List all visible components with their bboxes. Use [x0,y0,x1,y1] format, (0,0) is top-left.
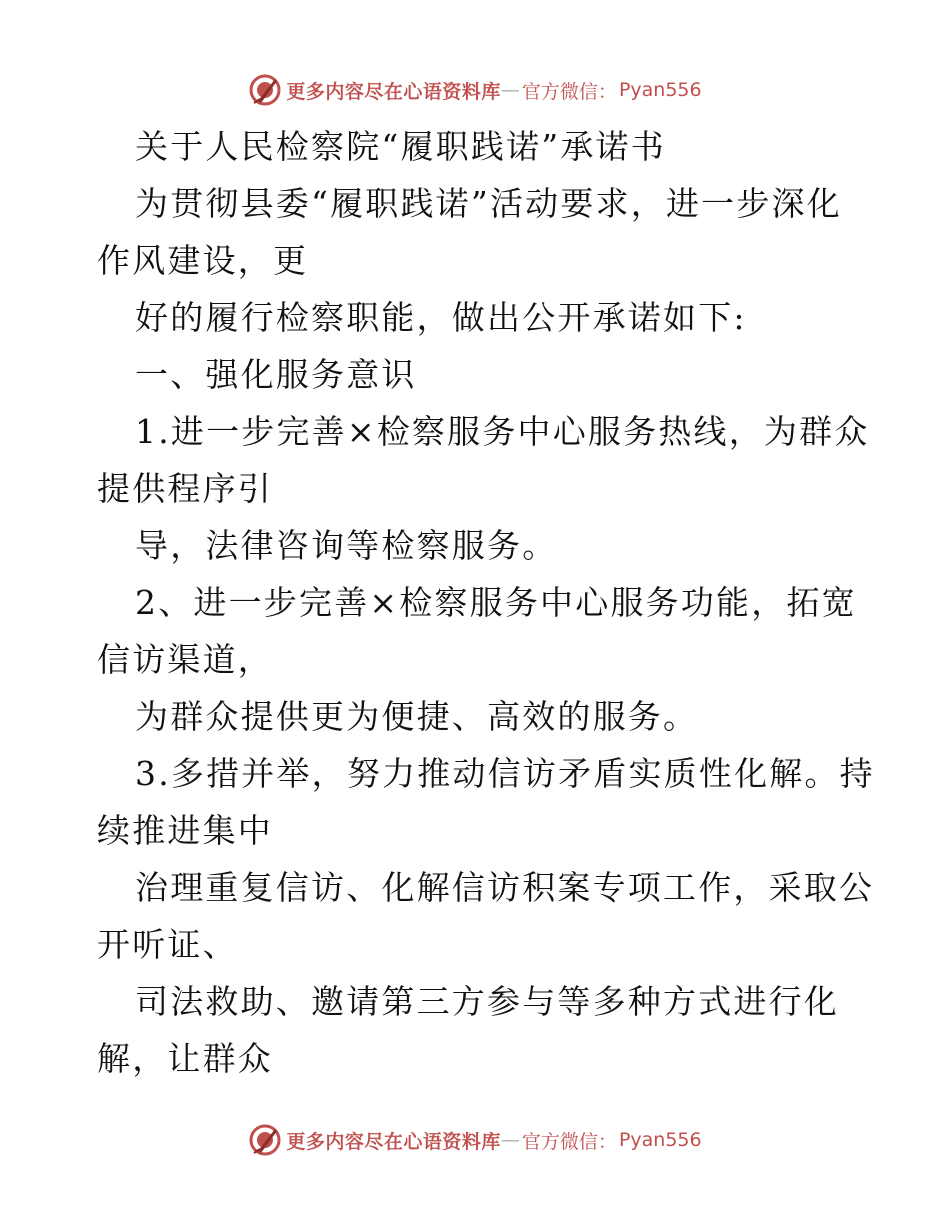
document-line: 治理重复信访、化解信访积案专项工作，采取公 [135,868,875,907]
footer-watermark [0,1120,950,1160]
document-line: 导，法律咨询等检察服务。 [135,526,558,565]
document-body [97,118,875,1087]
document-line: 关于人民检察院“履职践诺”承诺书 [135,127,666,166]
document-line: 2、进一步完善×检察服务中心服务功能，拓宽 [135,583,857,622]
watermark-label: 官方微信： [521,80,617,103]
document-line: 开听证、 [97,925,238,964]
watermark-site-text: 更多内容尽在心语资料库 [286,80,501,103]
quill-pen-seal-icon [248,1123,282,1157]
document-line: 作风建设，更 [97,241,309,280]
document-line: 提供程序引 [97,469,273,508]
watermark-label: 官方微信： [521,1130,617,1153]
document-line: 解，让群众 [97,1039,273,1078]
watermark-contact: Pyan556 [618,79,702,101]
watermark-site-text: 更多内容尽在心语资料库 [286,1130,501,1153]
document-line: 信访渠道， [97,640,273,679]
document-line: 3.多措并举，努力推动信访矛盾实质性化解。持 [135,754,875,793]
header-watermark [0,70,950,110]
watermark-separator: — [500,1129,520,1151]
document-line: 续推进集中 [97,811,273,850]
watermark-contact: Pyan556 [618,1129,702,1151]
watermark-separator: — [500,79,520,101]
document-line: 1.进一步完善×检察服务中心服务热线，为群众 [135,412,870,451]
document-line: 司法救助、邀请第三方参与等多种方式进行化 [135,982,839,1021]
document-line: 一、强化服务意识 [135,355,417,394]
document-line: 为贯彻县委“履职践诺”活动要求，进一步深化 [135,184,842,223]
quill-pen-seal-icon [248,73,282,107]
document-line: 为群众提供更为便捷、高效的服务。 [135,697,699,736]
document-line: 好的履行检察职能，做出公开承诺如下: [135,298,747,337]
